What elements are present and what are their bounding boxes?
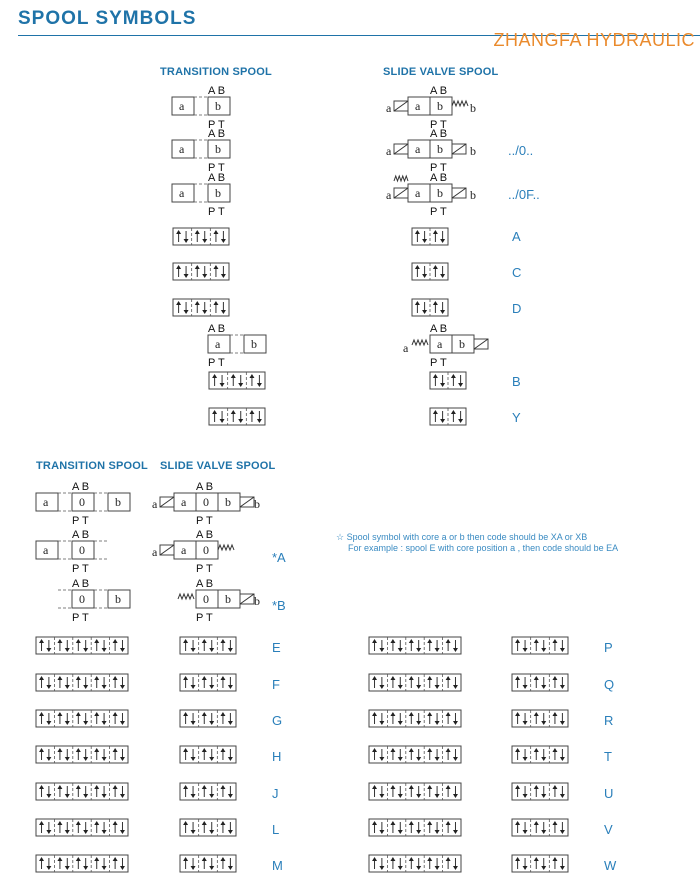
code-star-b: *B: [272, 598, 286, 613]
slide-right-letter: b: [437, 99, 443, 113]
slide-right-letter: b: [459, 337, 465, 351]
slide-end-letter-b: b: [470, 144, 476, 158]
grid-glyph-right-narrow: [512, 710, 568, 727]
slide-left-letter: a: [181, 495, 187, 509]
grid-code-t: T: [604, 749, 612, 764]
grid-glyph-right-wide: [369, 637, 461, 654]
grid-glyph-left-narrow: [180, 710, 236, 727]
port-label-pt: P T: [196, 515, 213, 527]
grid-code-l: L: [272, 822, 280, 837]
port-label-ab: A B: [208, 172, 226, 184]
slide-right-letter: b: [225, 495, 231, 509]
slide-left-letter: a: [415, 99, 421, 113]
spool-center-letter: 0: [79, 592, 85, 606]
port-label-pt: P T: [72, 515, 89, 527]
grid-glyph-right-narrow: [512, 674, 568, 691]
code-star-a: *A: [272, 550, 286, 565]
spring-icon: [412, 340, 428, 345]
transition-glyph: [173, 299, 229, 316]
port-label-ab: A B: [72, 481, 90, 493]
port-label-ab: A B: [72, 529, 90, 541]
top-slide-heading: SLIDE VALVE SPOOL: [383, 66, 499, 78]
slide-end-letter-b: b: [470, 188, 476, 202]
slide-end-letter-a: a: [152, 497, 158, 511]
grid-code-w: W: [604, 858, 617, 873]
port-label-pt: P T: [208, 162, 225, 174]
grid-glyph-left-narrow: [180, 783, 236, 800]
spring-icon: [394, 176, 408, 181]
port-label-ab: A B: [196, 578, 214, 590]
grid-code-p: P: [604, 640, 613, 655]
port-label-pt: P T: [208, 206, 225, 218]
port-label-ab: A B: [208, 128, 226, 140]
grid-code-f: F: [272, 677, 280, 692]
grid-glyph-left-wide: [36, 637, 128, 654]
bottom-slide-heading: SLIDE VALVE SPOOL: [160, 460, 276, 472]
slide-left-letter: a: [415, 186, 421, 200]
grid-glyph-right-wide: [369, 855, 461, 872]
spool-center-letter: 0: [79, 495, 85, 509]
slide-center-letter: 0: [203, 543, 209, 557]
slide-end-letter-b: b: [470, 101, 476, 115]
grid-glyph-right-wide: [369, 710, 461, 727]
grid-code-m: M: [272, 858, 283, 873]
port-label-ab: A B: [430, 85, 448, 97]
note-line-1: Spool symbol with core a or b then code should be XA or XB: [346, 532, 588, 542]
grid-glyph-right-narrow: [512, 746, 568, 763]
grid-glyph-right-narrow: [512, 637, 568, 654]
slide-right-letter: b: [225, 592, 231, 606]
port-label-ab: A B: [208, 323, 226, 335]
spool-left-letter: a: [43, 543, 49, 557]
spool-center-letter: 0: [79, 543, 85, 557]
slide-end-letter-a: a: [152, 545, 158, 559]
note-line-2: For example : spool E with core position a , then code should be EA: [348, 543, 619, 553]
brand-name: ZHANGFA HYDRAULIC: [493, 30, 695, 50]
port-label-pt: P T: [196, 612, 213, 624]
code-d: D: [512, 301, 522, 316]
slide-left-letter: a: [181, 543, 187, 557]
slide-left-letter: a: [437, 337, 443, 351]
grid-glyph-left-narrow: [180, 819, 236, 836]
grid-glyph-right-narrow: [512, 783, 568, 800]
grid-glyph-left-wide: [36, 783, 128, 800]
transition-right-letter: b: [251, 337, 257, 351]
grid-glyph-left-wide: [36, 746, 128, 763]
transition-glyph: [209, 372, 265, 389]
transition-right-letter: b: [215, 186, 221, 200]
transition-left-letter: a: [179, 99, 185, 113]
slide-right-letter: b: [437, 186, 443, 200]
transition-left-letter: a: [179, 142, 185, 156]
code-a: A: [512, 229, 521, 244]
bottom-transition-heading: TRANSITION SPOOL: [36, 460, 148, 472]
grid-code-j: J: [272, 786, 279, 801]
slide-end-letter-b: b: [254, 497, 260, 511]
port-label-ab: A B: [430, 172, 448, 184]
port-label-ab: A B: [196, 481, 214, 493]
grid-code-r: R: [604, 713, 614, 728]
grid-glyph-right-wide: [369, 819, 461, 836]
code-0f: ../0F..: [508, 187, 540, 202]
transition-glyph: [173, 228, 229, 245]
grid-code-u: U: [604, 786, 614, 801]
grid-glyph-right-wide: [369, 746, 461, 763]
port-label-pt: P T: [208, 119, 225, 131]
slide-end-letter-a: a: [386, 101, 392, 115]
grid-glyph-left-wide: [36, 710, 128, 727]
port-label-pt: P T: [72, 563, 89, 575]
transition-right-letter: b: [215, 142, 221, 156]
code-y: Y: [512, 410, 521, 425]
grid-glyph-left-wide: [36, 819, 128, 836]
spool-right-letter: b: [115, 495, 121, 509]
port-label-pt: P T: [208, 357, 225, 369]
grid-glyph-right-wide: [369, 783, 461, 800]
slide-end-letter-a: a: [403, 341, 409, 355]
grid-glyph-right-narrow: [512, 855, 568, 872]
port-label-ab: A B: [72, 578, 90, 590]
port-label-ab: A B: [208, 85, 226, 97]
slide-end-letter-a: a: [386, 144, 392, 158]
slide-center-letter: 0: [203, 495, 209, 509]
grid-glyph-left-narrow: [180, 746, 236, 763]
grid-code-g: G: [272, 713, 283, 728]
grid-code-e: E: [272, 640, 281, 655]
code-b: B: [512, 374, 521, 389]
slide-right-letter: b: [437, 142, 443, 156]
grid-glyph-left-narrow: [180, 637, 236, 654]
port-label-pt: P T: [430, 119, 447, 131]
port-label-ab: A B: [430, 323, 448, 335]
slide-end-letter-b: b: [254, 594, 260, 608]
transition-glyph: [173, 263, 229, 280]
port-label-ab: A B: [196, 529, 214, 541]
transition-left-letter: a: [179, 186, 185, 200]
port-label-pt: P T: [196, 563, 213, 575]
port-label-pt: P T: [430, 162, 447, 174]
code-0: ../0..: [508, 143, 534, 158]
port-label-ab: A B: [430, 128, 448, 140]
transition-left-letter: a: [215, 337, 221, 351]
spring-icon: [178, 594, 194, 599]
grid-glyph-right-wide: [369, 674, 461, 691]
slide-center-letter: 0: [203, 592, 209, 606]
page-title: SPOOL SYMBOLS: [18, 8, 197, 29]
grid-glyph-right-narrow: [512, 819, 568, 836]
port-label-pt: P T: [430, 357, 447, 369]
transition-glyph: [209, 408, 265, 425]
top-transition-heading: TRANSITION SPOOL: [160, 66, 272, 78]
spool-left-letter: a: [43, 495, 49, 509]
grid-code-q: Q: [604, 677, 615, 692]
slide-left-letter: a: [415, 142, 421, 156]
grid-glyph-left-wide: [36, 674, 128, 691]
spring-icon: [218, 545, 234, 550]
transition-right-letter: b: [215, 99, 221, 113]
port-label-pt: P T: [72, 612, 89, 624]
grid-glyph-left-wide: [36, 855, 128, 872]
spool-right-letter: b: [115, 592, 121, 606]
star-icon: ☆: [336, 532, 345, 542]
grid-code-h: H: [272, 749, 282, 764]
grid-glyph-left-narrow: [180, 674, 236, 691]
code-c: C: [512, 265, 522, 280]
port-label-pt: P T: [430, 206, 447, 218]
grid-code-v: V: [604, 822, 613, 837]
grid-glyph-left-narrow: [180, 855, 236, 872]
slide-end-letter-a: a: [386, 188, 392, 202]
spring-icon: [452, 101, 468, 106]
